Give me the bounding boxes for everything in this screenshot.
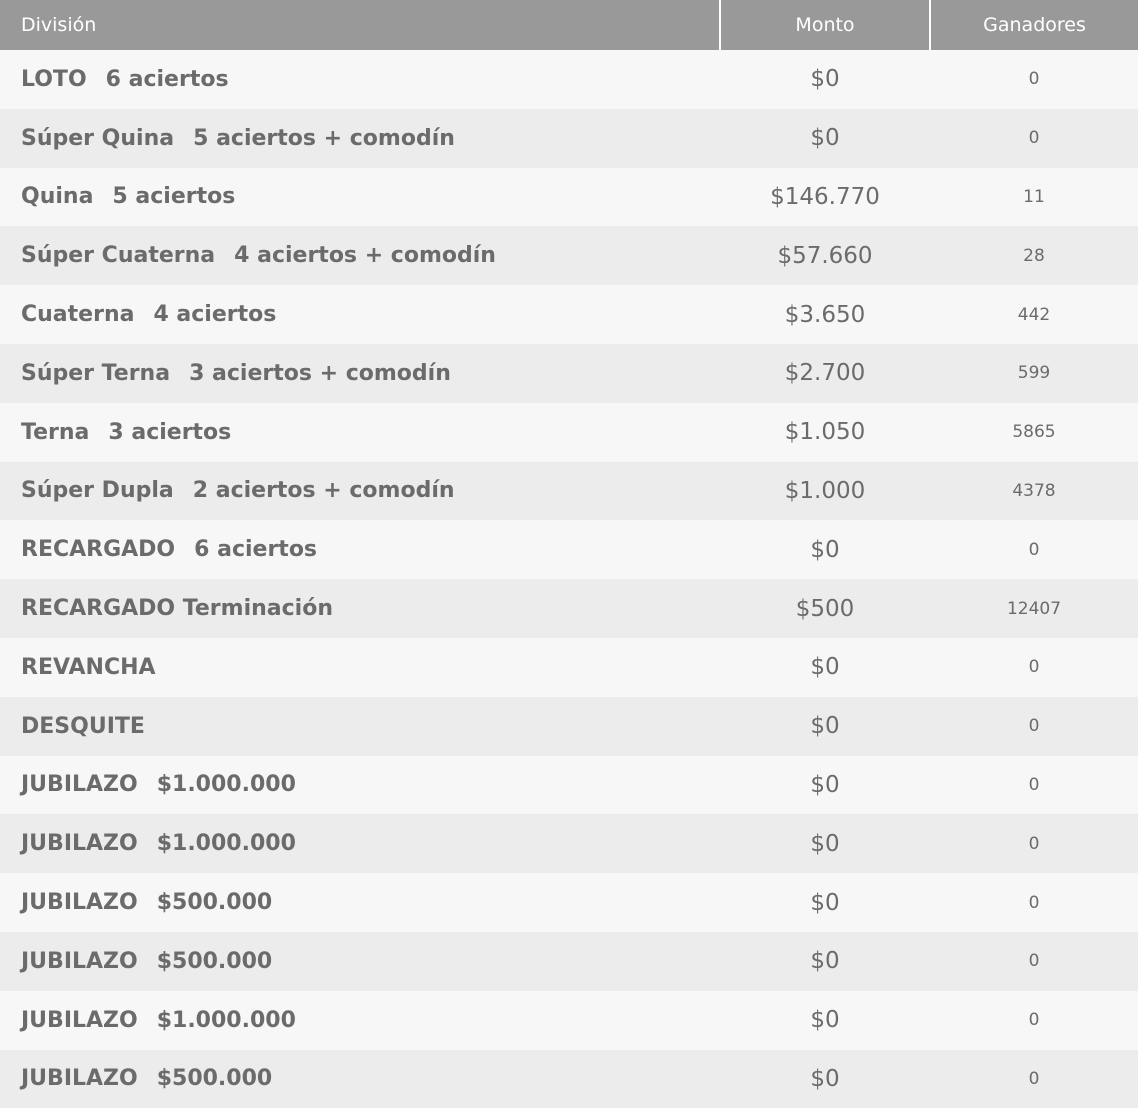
division-name: JUBILAZO: [21, 890, 138, 916]
monto-cell: $0: [810, 830, 840, 857]
monto-cell: $2.700: [784, 360, 866, 387]
ganadores-cell: 28: [1023, 245, 1045, 266]
division-cell: [0, 285, 720, 344]
division-name: Súper Cuaterna: [21, 243, 216, 269]
division-cell: [0, 109, 720, 168]
table-body: [0, 50, 1138, 1108]
header-ganadores: Ganadores: [930, 0, 1138, 50]
ganadores-cell: 0: [1028, 951, 1040, 972]
ganadores-cell: 11: [1023, 186, 1045, 207]
table-row: [0, 873, 1138, 932]
division-name: Súper Quina: [21, 125, 175, 151]
monto-cell: $0: [810, 125, 840, 152]
table-row: [0, 109, 1138, 168]
monto-cell: $3.650: [784, 301, 866, 328]
division-name: RECARGADO Terminación: [21, 596, 333, 622]
division-detail: $1.000.000: [156, 772, 296, 798]
table-row: [0, 638, 1138, 697]
ganadores-cell: 12407: [1006, 598, 1062, 619]
table-row: [0, 462, 1138, 521]
division-name: LOTO: [21, 66, 87, 92]
header-division: División: [0, 0, 720, 50]
header-monto: Monto: [720, 0, 930, 50]
table-row: [0, 285, 1138, 344]
division-name: JUBILAZO: [21, 948, 138, 974]
division-cell: [0, 403, 720, 462]
division-cell: [0, 1050, 720, 1108]
division-name: Terna: [21, 419, 90, 445]
division-cell: [0, 344, 720, 403]
ganadores-cell: 0: [1028, 774, 1040, 795]
ganadores-cell: 0: [1028, 539, 1040, 560]
table-row: [0, 697, 1138, 756]
division-detail: 3 aciertos: [108, 419, 232, 445]
division-cell: [0, 638, 720, 697]
ganadores-cell: 599: [1017, 363, 1051, 384]
division-detail: $1.000.000: [156, 831, 296, 857]
ganadores-cell: 0: [1028, 1068, 1040, 1089]
division-cell: [0, 462, 720, 521]
division-cell: [0, 991, 720, 1050]
ganadores-cell: 0: [1028, 892, 1040, 913]
division-name: Súper Dupla: [21, 478, 174, 504]
monto-cell: $57.660: [777, 242, 873, 269]
table-row: [0, 226, 1138, 285]
division-detail: 4 aciertos: [153, 302, 277, 328]
table-row: [0, 1050, 1138, 1108]
table-row: [0, 403, 1138, 462]
ganadores-cell: 0: [1028, 128, 1040, 149]
division-name: Cuaterna: [21, 302, 135, 328]
monto-cell: $0: [810, 889, 840, 916]
division-name: JUBILAZO: [21, 772, 138, 798]
division-detail: 6 aciertos: [194, 537, 318, 563]
division-detail: $1.000.000: [156, 1007, 296, 1033]
monto-cell: $1.050: [784, 419, 866, 446]
division-name: REVANCHA: [21, 654, 156, 680]
table-row: [0, 579, 1138, 638]
division-cell: [0, 814, 720, 873]
division-cell: [0, 520, 720, 579]
ganadores-cell: 0: [1028, 69, 1040, 90]
monto-cell: $146.770: [770, 183, 880, 210]
table-row: [0, 344, 1138, 403]
table-row: [0, 991, 1138, 1050]
division-name: JUBILAZO: [21, 1007, 138, 1033]
table-row: [0, 814, 1138, 873]
ganadores-cell: 0: [1028, 716, 1040, 737]
monto-cell: $500: [795, 595, 855, 622]
monto-cell: $0: [810, 713, 840, 740]
table-row: [0, 932, 1138, 991]
table-row: [0, 756, 1138, 815]
division-detail: 2 aciertos + comodín: [192, 478, 455, 504]
division-name: JUBILAZO: [21, 1066, 138, 1092]
table-row: [0, 168, 1138, 227]
division-detail: $500.000: [156, 948, 273, 974]
ganadores-cell: 442: [1017, 304, 1051, 325]
division-cell: [0, 50, 720, 109]
ganadores-cell: 0: [1028, 657, 1040, 678]
monto-cell: $0: [810, 1065, 840, 1092]
division-detail: $500.000: [156, 1066, 273, 1092]
division-detail: 4 aciertos + comodín: [234, 243, 496, 269]
division-cell: [0, 168, 720, 227]
table-header: [0, 0, 1138, 50]
division-cell: [0, 697, 720, 756]
division-cell: [0, 226, 720, 285]
monto-cell: $0: [810, 948, 840, 975]
monto-cell: $0: [810, 536, 840, 563]
monto-cell: $0: [810, 654, 840, 681]
division-cell: [0, 873, 720, 932]
division-name: RECARGADO: [21, 537, 176, 563]
table-row: [0, 50, 1138, 109]
division-detail: $500.000: [156, 890, 273, 916]
table-row: [0, 520, 1138, 579]
division-detail: 3 aciertos + comodín: [189, 360, 451, 386]
division-detail: 5 aciertos: [112, 184, 236, 210]
division-cell: [0, 932, 720, 991]
division-name: JUBILAZO: [21, 831, 138, 857]
division-cell: [0, 756, 720, 815]
ganadores-cell: 0: [1028, 833, 1040, 854]
division-detail: 6 aciertos: [105, 66, 229, 92]
division-name: Súper Terna: [21, 360, 171, 386]
ganadores-cell: 4378: [1012, 480, 1056, 501]
monto-cell: $0: [810, 771, 840, 798]
division-cell: [0, 579, 720, 638]
ganadores-cell: 0: [1028, 1010, 1040, 1031]
monto-cell: $0: [810, 66, 840, 93]
division-name: DESQUITE: [21, 713, 145, 739]
division-detail: 5 aciertos + comodín: [193, 125, 455, 151]
ganadores-cell: 5865: [1012, 422, 1056, 443]
division-name: Quina: [21, 184, 94, 210]
monto-cell: $0: [810, 1007, 840, 1034]
monto-cell: $1.000: [784, 477, 866, 504]
